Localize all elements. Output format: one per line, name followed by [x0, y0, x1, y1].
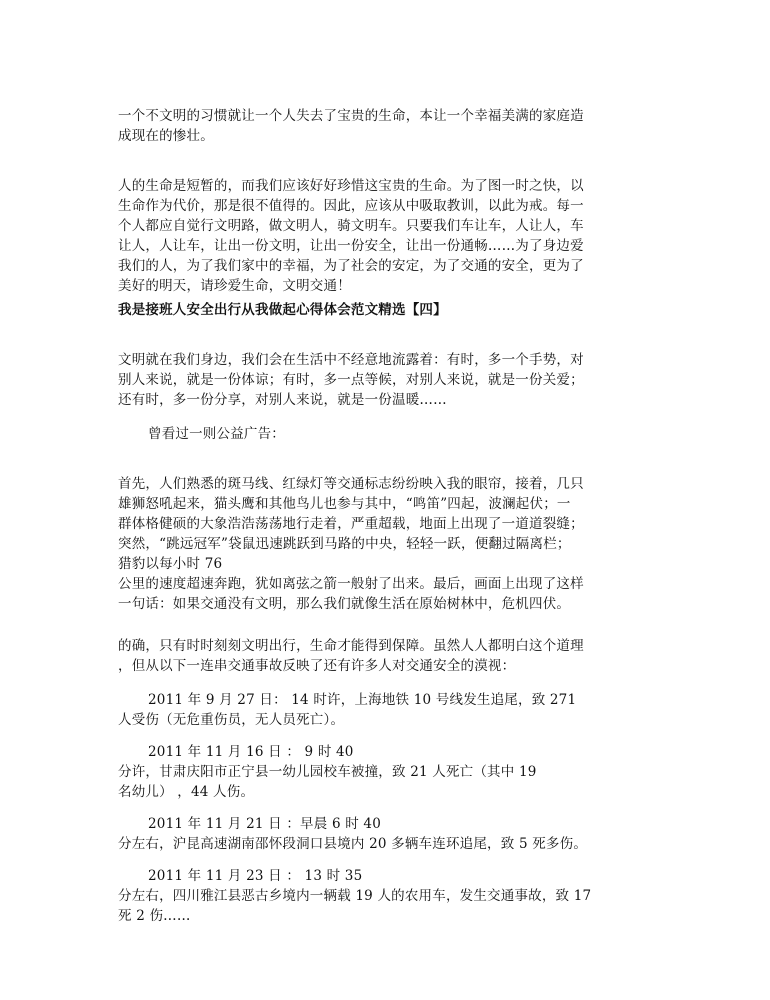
paragraph-4: 曾看过一则公益广告： — [148, 426, 285, 442]
paragraph-2-line-3: 个人都应自觉行文明路，做文明人，骑文明车。只要我们车让车，人让人，车 — [118, 218, 584, 234]
incident-4-line-1: 2011 年 11 月 23 日 ： 13 时 35 — [148, 868, 363, 884]
incident-2-line-3: 名幼儿） ，44 人伤。 — [118, 784, 255, 800]
paragraph-1-line-2: 成现在的惨壮。 — [118, 128, 214, 144]
paragraph-2-line-1: 人的生命是短暂的，而我们应该好好珍惜这宝贵的生命。为了图一时之快，以 — [118, 178, 584, 194]
paragraph-5-line-5: 猎豹以每小时 76 — [118, 556, 223, 572]
incident-3-line-1: 2011 年 11 月 21 日 ：早晨 6 时 40 — [148, 816, 382, 832]
incident-2-line-1: 2011 年 11 月 16 日 ： 9 时 40 — [148, 744, 354, 760]
paragraph-2-line-5: 我们的人，为了我们家中的幸福，为了社会的安定，为了交通的安全，更为了 — [118, 258, 584, 274]
paragraph-6-line-1: 的确，只有时时刻刻文明出行，生命才能得到保障。虽然人人都明白这个道理 — [118, 638, 584, 654]
paragraph-6-line-2: ，但从以下一连串交通事故反映了还有许多人对交通安全的漠视： — [118, 658, 516, 674]
paragraph-5-line-4: 突然，“跳远冠军”袋鼠迅速跳跃到马路的中央，轻轻一跃，便翻过隔离栏； — [118, 536, 571, 552]
incident-1-line-2: 人受伤（无危重伤员，无人员死亡）。 — [118, 712, 345, 728]
paragraph-5-line-6: 公里的速度超速奔跑，犹如离弦之箭一般射了出来。最后，画面上出现了这样 — [118, 576, 584, 592]
paragraph-2-line-6: 美好的明天，请珍爱生命，文明交通！ — [118, 278, 351, 294]
paragraph-3-line-2: 别人来说，就是一份体谅；有时，多一点等候，对别人来说，就是一份关爱； — [118, 372, 584, 388]
incident-3-line-2: 分左右，沪昆高速湖南邵怀段洞口县境内 20 多辆车连环追尾，致 5 死多伤。 — [118, 836, 588, 852]
incident-1-line-1: 2011 年 9 月 27 日： 14 时许，上海地铁 10 号线发生追尾，致 271 — [148, 692, 577, 708]
incident-2-line-2: 分许，甘肃庆阳市正宁县一幼儿园校车被撞，致 21 人死亡（其中 19 — [118, 764, 537, 780]
paragraph-1-line-1: 一个不文明的习惯就让一个人失去了宝贵的生命，本让一个幸福美满的家庭造 — [118, 108, 584, 124]
paragraph-5-line-1: 首先，人们熟悉的斑马线、红绿灯等交通标志纷纷映入我的眼帘，接着，几只 — [118, 476, 584, 492]
paragraph-3-line-3: 还有时，多一份分享，对别人来说，就是一份温暖…… — [118, 392, 447, 408]
paragraph-2-line-2: 生命作为代价，那是很不值得的。因此，应该从中吸取教训，以此为戒。每一 — [118, 198, 584, 214]
paragraph-5-line-7: 一句话：如果交通没有文明，那么我们就像生活在原始树林中，危机四伏。 — [118, 596, 571, 612]
paragraph-3-line-1: 文明就在我们身边，我们会在生活中不经意地流露着：有时，多一个手势，对 — [118, 352, 584, 368]
incident-4-line-3: 死 2 伤…… — [118, 908, 191, 924]
section-heading: 我是接班人安全出行从我做起心得体会范文精选【四】 — [118, 302, 447, 318]
incident-4-line-2: 分左右，四川雅江县恶古乡境内一辆载 19 人的农用车，发生交通事故，致 17 — [118, 888, 592, 904]
paragraph-5-line-2: 雄狮怒吼起来，猫头鹰和其他鸟儿也参与其中，“鸣笛”四起，波澜起伏；一 — [118, 496, 571, 512]
paragraph-5-line-3: 群体格健硕的大象浩浩荡荡地行走着，严重超载，地面上出现了一道道裂缝； — [118, 516, 584, 532]
paragraph-2-line-4: 让人，人让车，让出一份文明，让出一份安全，让出一份通畅……为了身边爱 — [118, 238, 584, 254]
